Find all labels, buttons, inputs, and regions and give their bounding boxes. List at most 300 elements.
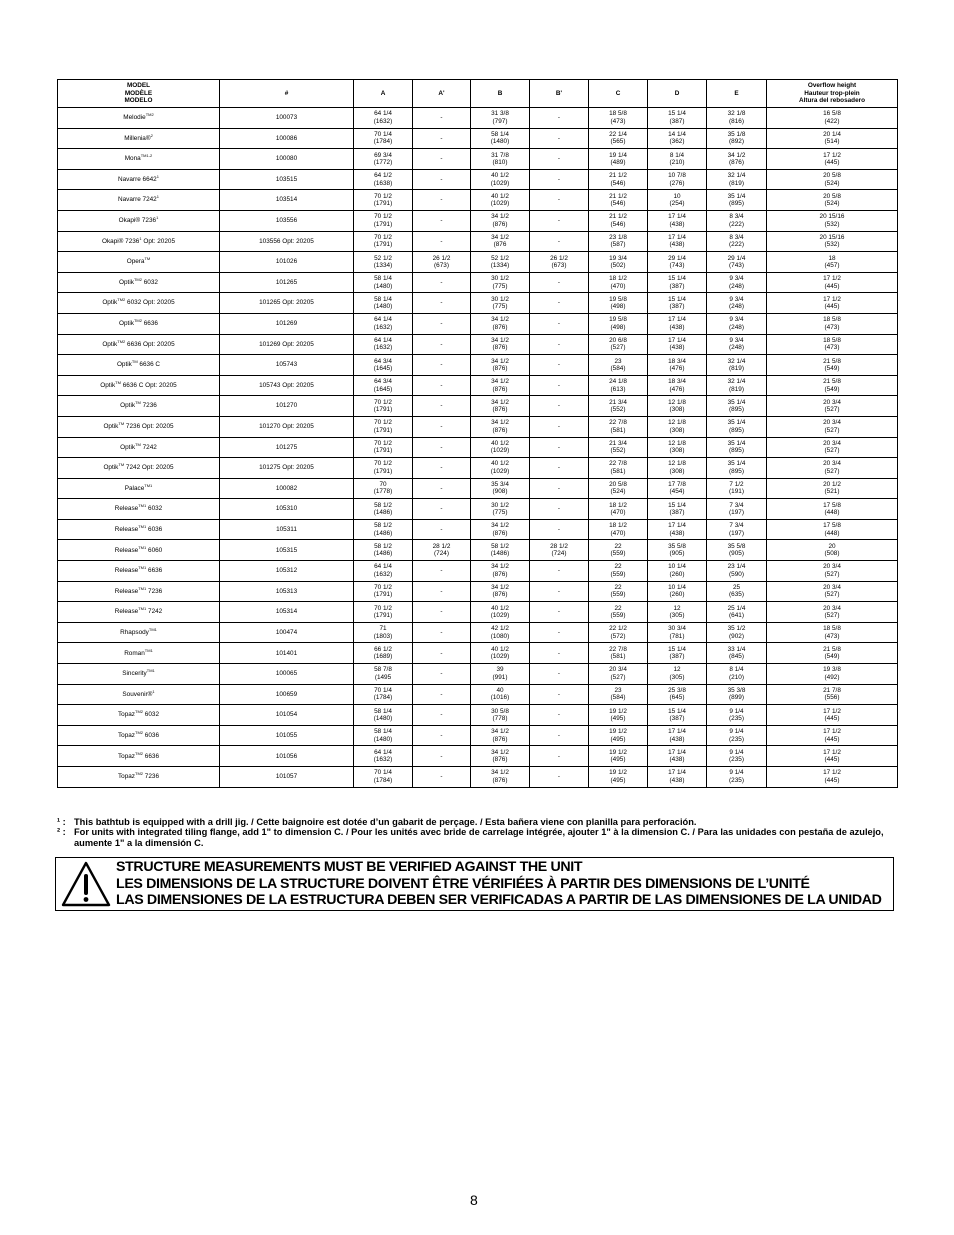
trademark-mark: TM bbox=[135, 441, 141, 447]
dimension-inches: 18 1/2 bbox=[609, 522, 627, 530]
dimension-cell bbox=[413, 355, 471, 376]
dimension-mm: (1334) bbox=[490, 261, 510, 269]
model-cell bbox=[58, 355, 220, 376]
dimension-cell bbox=[648, 705, 707, 726]
dimension-cell bbox=[648, 396, 707, 417]
model-variant: 6032 Opt: 20205 bbox=[125, 299, 175, 307]
table-row bbox=[58, 581, 898, 602]
dimension-cell bbox=[589, 519, 648, 540]
dimension-inches: 34 1/2 bbox=[491, 563, 509, 571]
dimension-inches: 23 bbox=[614, 357, 622, 365]
model-cell bbox=[58, 705, 220, 726]
column-header bbox=[220, 80, 354, 108]
dimension-cell bbox=[530, 705, 589, 726]
dimension-cell bbox=[471, 355, 530, 376]
dimension-mm: (473) bbox=[610, 117, 626, 125]
dimension-cell bbox=[530, 746, 589, 767]
model-variant: 6636 Opt: 20205 bbox=[125, 340, 175, 348]
dimension-cell bbox=[530, 210, 589, 231]
dimension-mm: (470) bbox=[610, 509, 626, 517]
dimension-mm: (532) bbox=[824, 241, 840, 249]
model-variant: 6032 bbox=[146, 505, 163, 513]
dimension-cell bbox=[530, 540, 589, 561]
footnote-ref: 2 bbox=[150, 132, 153, 138]
dimension-cell bbox=[707, 334, 767, 355]
model-cell bbox=[58, 293, 220, 314]
model-name: Roman bbox=[124, 649, 145, 657]
model-cell bbox=[58, 416, 220, 437]
dimension-inches: 29 1/4 bbox=[668, 254, 686, 262]
dimension-inches: 15 1/4 bbox=[668, 645, 686, 653]
dimension-inches: - bbox=[557, 443, 561, 451]
dimension-mm: (1486) bbox=[373, 509, 393, 517]
dimension-mm: (778) bbox=[492, 715, 508, 723]
model-name: Optik bbox=[100, 381, 116, 389]
dimension-cell bbox=[471, 149, 530, 170]
dimension-mm: (438) bbox=[669, 220, 685, 228]
dimension-cell bbox=[589, 561, 648, 582]
dimension-mm: (473) bbox=[824, 344, 840, 352]
dimension-inches: 17 1/2 bbox=[823, 275, 841, 283]
dimension-cell bbox=[767, 313, 898, 334]
dimension-mm: (1480) bbox=[490, 138, 510, 146]
table-row bbox=[58, 128, 898, 149]
dimension-cell bbox=[471, 540, 530, 561]
dimension-mm: (1480) bbox=[373, 715, 393, 723]
dimension-inches: 70 1/2 bbox=[374, 398, 392, 406]
model-name: Release bbox=[114, 505, 139, 513]
dimension-cell bbox=[648, 622, 707, 643]
footnote-ref: 1 bbox=[156, 173, 159, 179]
dimension-cell bbox=[413, 458, 471, 479]
dimension-mm: (635) bbox=[729, 591, 744, 599]
dimension-cell bbox=[530, 499, 589, 520]
dimension-mm: (581) bbox=[610, 653, 626, 661]
dimension-inches: 19 1/2 bbox=[609, 707, 627, 715]
model-cell bbox=[58, 272, 220, 293]
dimension-cell bbox=[530, 252, 589, 273]
dimension-inches: - bbox=[557, 114, 561, 122]
footnote-2 bbox=[57, 827, 899, 848]
dimension-cell bbox=[767, 272, 898, 293]
dimension-mm: (222) bbox=[729, 220, 744, 228]
dimension-cell bbox=[767, 416, 898, 437]
dimension-inches: 40 1/2 bbox=[491, 604, 509, 612]
dimension-mm: (1689) bbox=[373, 653, 393, 661]
dimension-cell bbox=[471, 293, 530, 314]
footnote-ref: 2 bbox=[140, 709, 144, 715]
dimension-mm: (387) bbox=[669, 653, 685, 661]
dimension-cell bbox=[707, 602, 767, 623]
dimension-cell bbox=[413, 375, 471, 396]
dimension-inches: - bbox=[440, 731, 443, 739]
dimension-inches: - bbox=[557, 608, 561, 616]
dimension-mm: (527) bbox=[824, 570, 840, 578]
model-number-cell: 103556 bbox=[220, 210, 354, 231]
dimension-cell bbox=[354, 355, 413, 376]
dimension-inches: - bbox=[440, 134, 443, 142]
dimension-cell bbox=[707, 313, 767, 334]
dimension-inches: 21 5/8 bbox=[823, 645, 841, 653]
dimension-inches: 40 1/2 bbox=[491, 439, 509, 447]
dimension-inches: 58 1/4 bbox=[374, 275, 392, 283]
header-label: B' bbox=[555, 89, 563, 97]
dimension-mm: (445) bbox=[824, 715, 840, 723]
dimension-mm: (819) bbox=[729, 179, 744, 187]
dimension-inches: - bbox=[440, 320, 443, 328]
trademark-mark: TM bbox=[138, 585, 144, 591]
dimension-cell bbox=[354, 767, 413, 788]
dimension-cell bbox=[471, 108, 530, 129]
model-number-cell: 100659 bbox=[220, 684, 354, 705]
dimension-cell bbox=[707, 705, 767, 726]
dimension-cell bbox=[767, 108, 898, 129]
dimension-mm: (197) bbox=[729, 509, 744, 517]
dimension-mm: (387) bbox=[669, 509, 685, 517]
dimension-mm: (210) bbox=[729, 673, 744, 681]
dimension-cell bbox=[589, 272, 648, 293]
dimension-mm: (527) bbox=[824, 406, 840, 414]
dimension-mm: (448) bbox=[824, 529, 840, 537]
dimension-mm: (552) bbox=[610, 447, 626, 455]
dimension-inches: 52 1/2 bbox=[491, 254, 509, 262]
dimension-inches: 32 1/4 bbox=[727, 378, 746, 386]
dimension-inches: 64 3/4 bbox=[374, 357, 392, 365]
dimension-cell bbox=[589, 313, 648, 334]
table-row bbox=[58, 108, 898, 129]
dimension-cell bbox=[707, 664, 767, 685]
dimension-inches: - bbox=[440, 628, 443, 636]
dimension-inches: 8 1/4 bbox=[729, 666, 744, 674]
model-name: Optik bbox=[120, 443, 136, 451]
dimension-inches: 8 1/4 bbox=[669, 151, 685, 159]
model-name: Rhapsody bbox=[120, 628, 149, 636]
model-number-cell: 101057 bbox=[220, 767, 354, 788]
dimension-mm: (438) bbox=[669, 529, 685, 537]
dimension-cell bbox=[589, 396, 648, 417]
dimension-mm: (559) bbox=[610, 550, 626, 558]
dimension-mm: (1791) bbox=[373, 447, 393, 455]
model-name: Topaz bbox=[117, 773, 136, 781]
dimension-cell bbox=[471, 334, 530, 355]
dimension-cell bbox=[413, 767, 471, 788]
dimension-mm: (584) bbox=[610, 364, 626, 372]
warning-triangle-icon bbox=[56, 858, 116, 910]
dimension-cell bbox=[767, 767, 898, 788]
dimension-cell bbox=[471, 437, 530, 458]
dimension-cell bbox=[530, 416, 589, 437]
dimension-mm: (527) bbox=[824, 467, 840, 475]
dimension-cell bbox=[767, 746, 898, 767]
dimension-mm: (254) bbox=[669, 200, 685, 208]
dimension-cell bbox=[354, 499, 413, 520]
dimension-inches: 17 1/4 bbox=[668, 522, 686, 530]
dimension-mm: (1791) bbox=[373, 591, 393, 599]
dimension-cell bbox=[413, 622, 471, 643]
table-row bbox=[58, 725, 898, 746]
model-name: Optik bbox=[103, 464, 119, 472]
dimension-inches: - bbox=[440, 402, 443, 410]
dimension-cell bbox=[767, 458, 898, 479]
dimension-cell bbox=[354, 684, 413, 705]
dimension-cell bbox=[589, 458, 648, 479]
dimension-inches: - bbox=[557, 155, 561, 163]
dimension-mm: (1638) bbox=[373, 179, 393, 187]
dimension-cell bbox=[354, 458, 413, 479]
dimension-mm: (819) bbox=[729, 364, 744, 372]
dimension-mm: (905) bbox=[729, 550, 744, 558]
model-variant: 6032 bbox=[143, 711, 160, 719]
dimension-inches: 17 1/4 bbox=[668, 213, 686, 221]
dimension-cell bbox=[413, 190, 471, 211]
dimension-inches: - bbox=[557, 217, 561, 225]
dimension-cell bbox=[530, 355, 589, 376]
table-row bbox=[58, 478, 898, 499]
dimension-cell bbox=[413, 293, 471, 314]
dimension-cell bbox=[354, 705, 413, 726]
model-cell bbox=[58, 561, 220, 582]
trademark-mark: TM bbox=[138, 544, 144, 550]
dimension-cell bbox=[589, 375, 648, 396]
dimension-inches: 17 1/2 bbox=[823, 707, 841, 715]
footnote-ref: 2 bbox=[140, 770, 144, 776]
dimension-inches: - bbox=[557, 381, 561, 389]
dimension-mm: (1029) bbox=[490, 179, 510, 187]
dimension-cell bbox=[648, 355, 707, 376]
dimension-cell bbox=[413, 108, 471, 129]
dimension-mm: (445) bbox=[824, 756, 840, 764]
dimension-inches: 18 1/2 bbox=[609, 275, 627, 283]
dimension-inches: 17 1/2 bbox=[823, 295, 841, 303]
dimension-inches: 15 1/4 bbox=[668, 110, 686, 118]
dimension-cell bbox=[530, 313, 589, 334]
dimension-inches: 35 3/8 bbox=[727, 687, 746, 695]
dimension-inches: 17 1/2 bbox=[823, 151, 841, 159]
dimension-inches: - bbox=[557, 423, 561, 430]
dimension-inches: 17 7/8 bbox=[668, 481, 686, 489]
model-name: Palace bbox=[124, 484, 145, 492]
dimension-inches: 66 1/2 bbox=[374, 645, 392, 653]
model-cell bbox=[58, 437, 220, 458]
dimension-mm: (876) bbox=[492, 426, 508, 434]
dimension-inches: - bbox=[557, 711, 561, 719]
dimension-inches: 35 1/4 bbox=[727, 439, 746, 447]
dimension-inches: 70 1/4 bbox=[374, 687, 392, 695]
dimension-mm: (1803) bbox=[373, 632, 393, 640]
trademark-mark: TM bbox=[133, 276, 140, 282]
model-variant: 7242 bbox=[146, 608, 163, 616]
dimension-inches: 9 1/4 bbox=[729, 707, 744, 715]
dimension-inches: 22 1/2 bbox=[609, 625, 627, 633]
dimension-cell bbox=[530, 519, 589, 540]
dimension-cell bbox=[589, 149, 648, 170]
footnote-ref: 1 bbox=[144, 606, 147, 612]
trademark-mark: TM bbox=[138, 606, 144, 612]
dimension-cell bbox=[354, 746, 413, 767]
dimension-cell bbox=[589, 622, 648, 643]
dimension-cell bbox=[648, 458, 707, 479]
dimension-cell bbox=[354, 375, 413, 396]
dimension-mm: (895) bbox=[729, 467, 744, 475]
dimension-inches: - bbox=[557, 670, 561, 678]
dimension-cell bbox=[530, 169, 589, 190]
dimension-cell bbox=[530, 478, 589, 499]
dimension-inches: 21 1/2 bbox=[609, 213, 627, 221]
dimension-inches: 7 1/2 bbox=[729, 481, 744, 489]
dimension-inches: - bbox=[557, 773, 561, 781]
table-row bbox=[58, 334, 898, 355]
dimension-mm: (590) bbox=[729, 570, 744, 578]
dimension-mm: (489) bbox=[610, 158, 626, 166]
model-number-cell: 105313 bbox=[220, 581, 354, 602]
dimension-mm: (908) bbox=[492, 488, 508, 496]
model-name: Release bbox=[114, 567, 139, 575]
trademark-mark: TM bbox=[118, 462, 125, 468]
dimension-mm: (743) bbox=[669, 261, 685, 269]
model-cell bbox=[58, 499, 220, 520]
dimension-cell bbox=[413, 499, 471, 520]
dimension-cell bbox=[471, 396, 530, 417]
dimension-cell bbox=[413, 334, 471, 355]
dimension-inches: 15 1/4 bbox=[668, 295, 686, 303]
model-cell bbox=[58, 334, 220, 355]
table-row bbox=[58, 437, 898, 458]
model-name: Optik bbox=[102, 340, 118, 348]
footnote-ref: 1 bbox=[156, 194, 159, 200]
dimension-mm: (775) bbox=[492, 303, 508, 311]
dimension-mm: (445) bbox=[824, 776, 840, 784]
dimension-cell bbox=[648, 581, 707, 602]
dimension-cell bbox=[767, 231, 898, 252]
dimension-inches: 35 1/4 bbox=[727, 192, 746, 200]
model-cell bbox=[58, 519, 220, 540]
dimension-cell bbox=[767, 149, 898, 170]
dimension-cell bbox=[589, 684, 648, 705]
dimension-mm: (892) bbox=[729, 138, 744, 146]
dimension-inches: 12 1/8 bbox=[668, 419, 686, 427]
dimension-cell bbox=[413, 746, 471, 767]
dimension-cell bbox=[589, 725, 648, 746]
dimension-inches: 17 1/2 bbox=[823, 728, 841, 736]
model-cell bbox=[58, 313, 220, 334]
model-number-cell: 105743 bbox=[220, 355, 354, 376]
model-cell bbox=[58, 190, 220, 211]
header-label: Altura del rebosadero bbox=[798, 97, 866, 105]
dimension-cell bbox=[767, 519, 898, 540]
dimension-inches: - bbox=[440, 587, 443, 595]
dimension-mm: (235) bbox=[729, 715, 744, 723]
dimension-inches: 34 1/2 bbox=[491, 728, 509, 736]
dimension-mm: (559) bbox=[610, 591, 626, 599]
dimension-cell bbox=[589, 416, 648, 437]
table-row bbox=[58, 396, 898, 417]
dimension-mm: (876) bbox=[492, 323, 508, 331]
dimension-cell bbox=[413, 396, 471, 417]
model-name: Navarre 6642 bbox=[118, 175, 157, 183]
dimension-cell bbox=[589, 108, 648, 129]
dimension-inches: 19 3/4 bbox=[609, 254, 627, 262]
dimension-cell bbox=[413, 664, 471, 685]
dimension-inches: - bbox=[440, 711, 443, 719]
table-row bbox=[58, 561, 898, 582]
dimension-cell bbox=[471, 252, 530, 273]
model-number-cell: 100080 bbox=[220, 149, 354, 170]
dimension-cell bbox=[471, 499, 530, 520]
model-number-cell: 105311 bbox=[220, 519, 354, 540]
dimension-inches: 10 7/8 bbox=[668, 172, 686, 180]
footnote-ref: 1 bbox=[144, 544, 147, 550]
model-name: Optik bbox=[103, 423, 119, 430]
dimension-cell bbox=[471, 664, 530, 685]
model-name: Topaz bbox=[117, 731, 136, 739]
footnote-ref: 1 bbox=[156, 214, 159, 220]
footnote-ref: 2 bbox=[140, 729, 144, 735]
model-cell bbox=[58, 684, 220, 705]
dimension-cell bbox=[413, 540, 471, 561]
dimension-mm: (549) bbox=[824, 385, 840, 393]
dimension-inches: 24 1/8 bbox=[609, 378, 627, 386]
dimension-cell bbox=[589, 169, 648, 190]
dimension-inches: - bbox=[440, 608, 443, 616]
column-header bbox=[767, 80, 898, 108]
dimension-inches: - bbox=[557, 134, 561, 142]
footnote-marker: ¹ : bbox=[57, 817, 66, 827]
dimension-inches: - bbox=[557, 525, 561, 533]
dimension-cell bbox=[648, 684, 707, 705]
dimension-inches: 32 1/8 bbox=[727, 110, 746, 118]
dimension-cell bbox=[471, 169, 530, 190]
dimension-mm: (495) bbox=[610, 735, 626, 743]
dimensions-table bbox=[57, 79, 898, 788]
dimension-cell bbox=[354, 334, 413, 355]
dimension-inches: 21 1/2 bbox=[609, 192, 627, 200]
model-name: Okapi® 7236 bbox=[118, 217, 157, 225]
dimension-mm: (248) bbox=[729, 323, 744, 331]
dimension-inches: 19 1/2 bbox=[609, 748, 627, 756]
dimension-mm: (470) bbox=[610, 282, 626, 290]
dimension-inches: 35 1/4 bbox=[727, 398, 746, 406]
dimension-inches: 22 bbox=[614, 584, 622, 592]
dimension-inches: - bbox=[440, 361, 443, 369]
dimension-mm: (673) bbox=[551, 261, 567, 269]
dimension-cell bbox=[471, 272, 530, 293]
dimension-inches: 7 3/4 bbox=[729, 501, 744, 509]
dimension-mm: (1480) bbox=[373, 282, 393, 290]
model-variant: 7242 Opt: 20205 bbox=[124, 464, 174, 472]
table-row bbox=[58, 231, 898, 252]
footnote-ref: 2 bbox=[140, 750, 144, 756]
footnote-ref: 1-2 bbox=[146, 153, 153, 159]
dimension-cell bbox=[589, 210, 648, 231]
dimension-inches: - bbox=[557, 690, 561, 698]
model-variant: 7236 bbox=[146, 587, 163, 595]
footnote-1 bbox=[57, 817, 899, 827]
dimension-inches: 19 1/4 bbox=[609, 151, 627, 159]
dimension-inches: - bbox=[440, 381, 443, 389]
dimension-cell bbox=[767, 375, 898, 396]
dimension-inches: 20 3/4 bbox=[823, 419, 841, 427]
dimension-mm: (876) bbox=[492, 735, 508, 743]
dimension-mm: (1029) bbox=[490, 653, 510, 661]
dimension-cell bbox=[530, 375, 589, 396]
dimension-cell bbox=[707, 540, 767, 561]
dimension-inches: 20 6/8 bbox=[609, 336, 627, 344]
dimension-mm: (524) bbox=[824, 179, 840, 187]
dimension-inches: 17 5/8 bbox=[823, 501, 841, 509]
dimension-inches: 18 1/2 bbox=[609, 501, 627, 509]
dimension-inches: 12 1/8 bbox=[668, 460, 686, 468]
dimension-cell bbox=[648, 478, 707, 499]
